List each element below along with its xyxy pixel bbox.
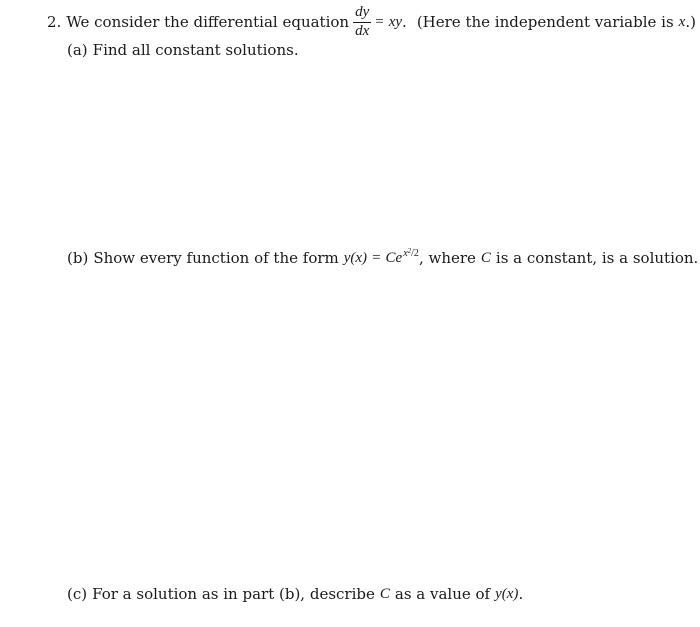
part-b-label: (b) (67, 249, 89, 267)
part-b-comma: , where (418, 249, 476, 267)
equals-sign: = (375, 13, 384, 30)
note-variable: x (678, 13, 686, 30)
part-b-constant-exp (385, 246, 419, 267)
note-close: .) (685, 13, 696, 31)
part-b-exponent-base: x (403, 247, 408, 259)
note-open: (Here the independent variable is (416, 13, 674, 31)
problem-statement (47, 4, 696, 40)
part-c-period: . (518, 585, 524, 603)
part-a-label: (a) (67, 41, 88, 59)
part-c (67, 583, 523, 605)
part-b-function: y(x) (343, 249, 368, 266)
part-b-exponent (403, 248, 419, 259)
part-b-exponent-rest: /2 (411, 247, 419, 259)
part-b-const-var: C (480, 249, 491, 266)
equation-period: . (402, 13, 407, 31)
part-b-ce: Ce (385, 249, 403, 266)
part-b-text-after: is a constant, is a solution. (495, 249, 699, 267)
part-b (67, 247, 698, 269)
part-b-equals: = (372, 249, 381, 266)
part-c-function: y(x) (495, 585, 519, 602)
fraction-numerator: dy (353, 5, 371, 23)
derivative-fraction (353, 5, 371, 40)
part-c-text-mid: as a value of (394, 585, 491, 603)
part-b-exponent-power: 2 (407, 246, 412, 255)
problem-intro: We consider the differential equation (66, 13, 350, 31)
part-c-label: (c) (67, 585, 88, 603)
part-c-const-var: C (379, 585, 390, 602)
problem-number: 2. (47, 13, 62, 31)
equation-rhs: xy (388, 13, 403, 30)
part-a (67, 40, 299, 60)
part-b-text-before: Show every function of the form (93, 249, 339, 267)
part-c-text-before: For a solution as in part (b), describe (92, 585, 375, 603)
fraction-denominator: dx (355, 22, 370, 39)
part-a-text: Find all constant solutions. (92, 41, 299, 59)
